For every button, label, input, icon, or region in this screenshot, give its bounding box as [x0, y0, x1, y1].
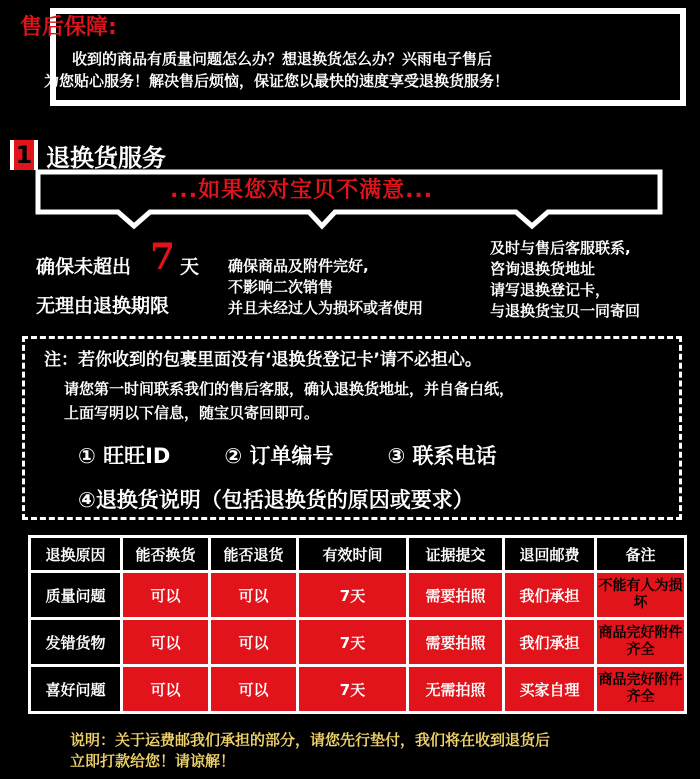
section-title: 退换货服务 [46, 144, 166, 172]
table-cell: 喜好问题 [30, 666, 122, 713]
table-cell: 可以 [210, 619, 298, 666]
note-line-2: 请您第一时间联系我们的售后客服，确认退换货地址，并自备白纸， [64, 380, 515, 398]
contact-line: 请写退换登记卡， [490, 281, 611, 299]
days-prefix: 确保未超出 [36, 256, 132, 278]
table-header-row [30, 537, 686, 572]
header-title: 售后保障: [20, 15, 117, 40]
table-cell: 7天 [298, 666, 408, 713]
table-cell: 我们承担 [504, 619, 596, 666]
table-cell: 可以 [122, 666, 210, 713]
table-cell: 不能有人为损坏 [596, 572, 686, 619]
table-cell: 我们承担 [504, 572, 596, 619]
table-cell: 可以 [210, 572, 298, 619]
return-period-label: 无理由退换期限 [36, 295, 170, 317]
condition-line: 并且未经过人为损坏或者使用 [228, 299, 424, 317]
table-header: 有效时间 [298, 537, 408, 572]
table-cell: 需要拍照 [408, 572, 504, 619]
note-line-3: 上面写明以下信息，随宝贝寄回即可。 [64, 404, 320, 422]
contact-line: 与退换货宝贝一同寄回 [490, 302, 641, 320]
days-number: 7 [150, 236, 176, 278]
table-cell: 7天 [298, 619, 408, 666]
condition-line: 确保商品及附件完好, [228, 257, 369, 275]
return-policy-table [28, 535, 687, 714]
condition-line: 不影响二次销售 [228, 278, 334, 296]
section-number-badge [10, 140, 38, 170]
table-header: 能否换货 [122, 537, 210, 572]
table-cell: 7天 [298, 572, 408, 619]
table-row [30, 572, 686, 619]
table-header: 能否退货 [210, 537, 298, 572]
footer-line-1: 说明：关于运费邮我们承担的部分，请您先行垫付，我们将在收到退货后 [70, 731, 551, 749]
table-cell: 可以 [210, 666, 298, 713]
note-line-1: 注：若你收到的包裹里面没有‘退换货登记卡’请不必担心。 [44, 350, 482, 370]
table-header: 证据提交 [408, 537, 504, 572]
contact-line: 及时与售后客服联系, [490, 239, 631, 257]
section-number: 1 [15, 141, 33, 169]
condition-column [228, 256, 423, 319]
info-item-wangwang: ① 旺旺ID [78, 444, 171, 468]
table-row [30, 619, 686, 666]
contact-column [490, 238, 640, 322]
header-line-2: 为您贴心服务！解决售后烦恼，保证您以最快的速度享受退换货服务！ [44, 72, 510, 90]
table-header: 退换原因 [30, 537, 122, 572]
info-item-phone: ③ 联系电话 [387, 444, 497, 468]
table-cell: 可以 [122, 572, 210, 619]
table-row [30, 666, 686, 713]
table-cell: 买家自理 [504, 666, 596, 713]
table-cell: 可以 [122, 619, 210, 666]
info-item-order-number: ② 订单编号 [224, 444, 334, 468]
bubble-text: ...如果您对宝贝不满意... [170, 178, 434, 203]
table-cell: 发错货物 [30, 619, 122, 666]
footer-line-2: 立即打款给您！请谅解！ [70, 752, 236, 770]
table-cell: 需要拍照 [408, 619, 504, 666]
header-line-1: 收到的商品有质量问题怎么办？想退换货怎么办？兴雨电子售后 [72, 50, 493, 68]
table-cell: 商品完好附件齐全 [596, 666, 686, 713]
table-header: 备注 [596, 537, 686, 572]
table-header: 退回邮费 [504, 537, 596, 572]
info-item-reason: ④退换货说明（包括退换货的原因或要求） [78, 488, 474, 512]
required-info-list [78, 440, 497, 470]
table-cell: 商品完好附件齐全 [596, 619, 686, 666]
contact-line: 咨询退换货地址 [490, 260, 596, 278]
table-cell: 无需拍照 [408, 666, 504, 713]
table-cell: 质量问题 [30, 572, 122, 619]
days-suffix: 天 [180, 256, 200, 278]
